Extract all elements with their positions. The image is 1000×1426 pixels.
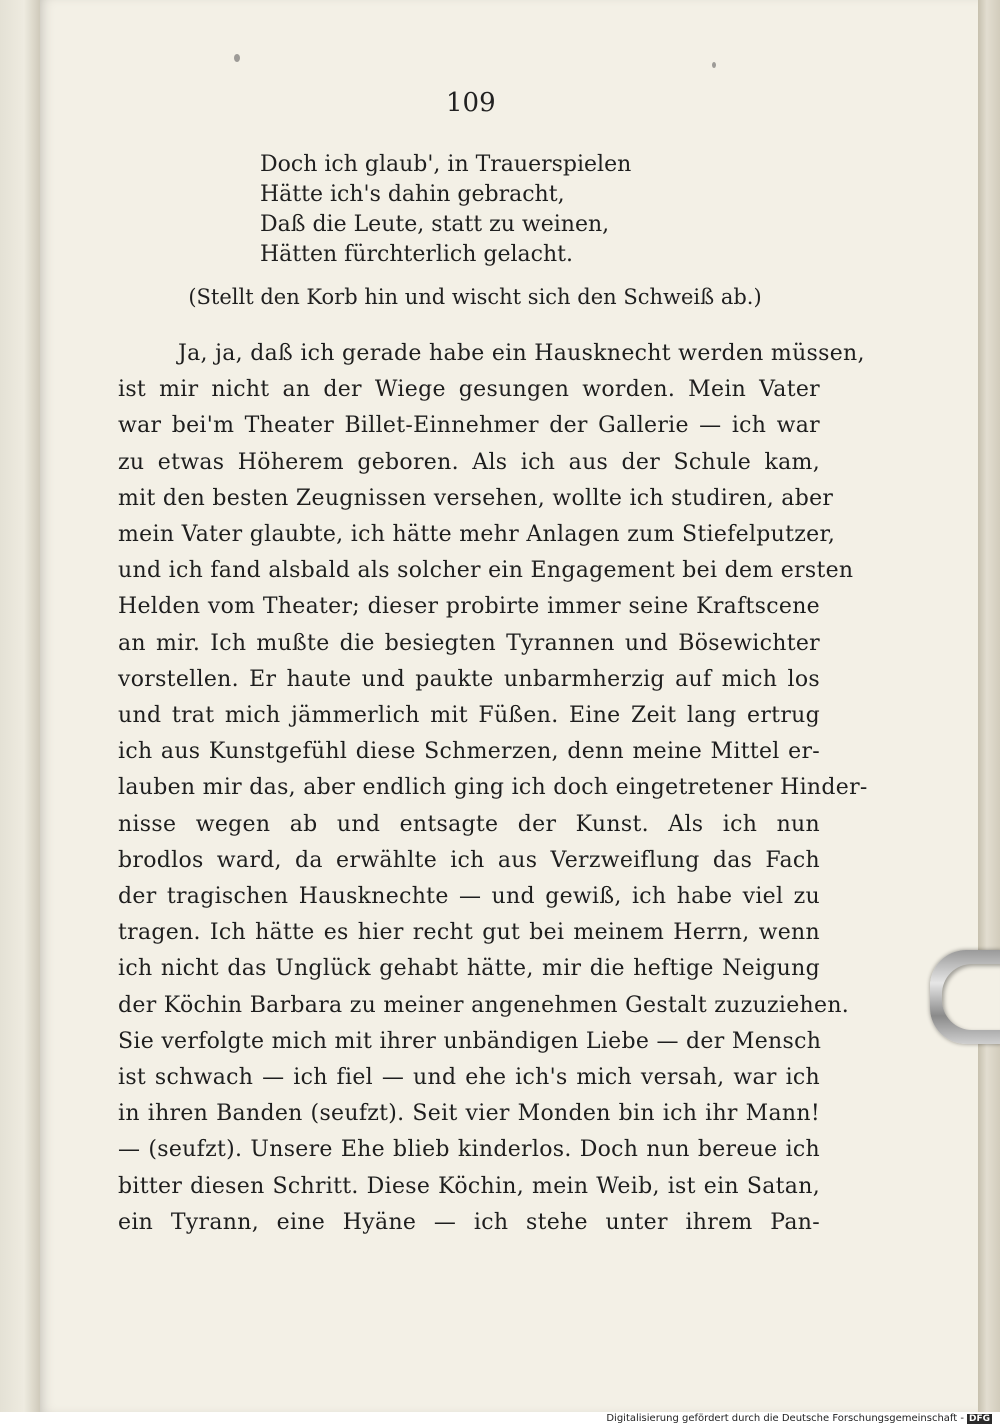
prose-line: ich aus Kunstgefühl diese Schmerzen, denn meine Mittel er-	[118, 739, 820, 765]
prose-line: der tragischen Hausknechte — und gewiß, ich habe viel zu	[118, 884, 820, 910]
prose-line: nisse wegen ab und entsagte der Kunst. Als ich nun	[118, 811, 820, 837]
verse-line: Daß die Leute, statt zu weinen,	[260, 212, 610, 237]
verse-line: Doch ich glaub', in Trauerspielen	[260, 152, 632, 177]
page-edge	[978, 0, 1000, 1412]
prose-line: ein Tyrann, eine Hyäne — ich stehe unter ihrem Pan-	[118, 1209, 820, 1235]
prose-line: — (seufzt). Unsere Ehe blieb kinderlos. Doch nun bereue ich	[118, 1137, 820, 1163]
prose-line: an mir. Ich mußte die besiegten Tyrannen und Bösewichter	[118, 630, 820, 656]
prose-line: ist mir nicht an der Wiege gesungen worden. Mein Vater	[118, 377, 820, 403]
page-clip-opening	[942, 964, 1000, 1030]
prose-line: war bei'm Theater Billet-Einnehmer der Gallerie — ich war	[118, 413, 820, 439]
prose-line: und trat mich jämmerlich mit Füßen. Eine Zeit lang ertrug	[118, 703, 820, 729]
prose-line: ich nicht das Unglück gehabt hätte, mir die heftige Neigung	[118, 956, 820, 982]
prose-line: brodlos ward, da erwählte ich aus Verzweiflung das Fach	[118, 847, 820, 873]
stage-direction: (Stellt den Korb hin und wischt sich den Schweiß ab.)	[188, 285, 762, 309]
page-number: 109	[446, 88, 496, 118]
prose-line: lauben mir das, aber endlich ging ich doch eingetretener Hinder-	[118, 775, 868, 801]
prose-line: ist schwach — ich fiel — und ehe ich's mich versah, war ich	[118, 1065, 820, 1091]
credit-text: Digitalisierung gefördert durch die Deutsche Forschungsgemeinschaft -	[606, 1413, 964, 1424]
prose-block	[118, 336, 868, 1241]
prose-line: bitter diesen Schritt. Diese Köchin, mein Weib, ist ein Satan,	[118, 1173, 820, 1199]
dfg-logo: DFG	[968, 1414, 990, 1424]
prose-line: in ihren Banden (seufzt). Seit vier Monden bin ich ihr Mann!	[118, 1101, 820, 1127]
prose-line: der Köchin Barbara zu meiner angenehmen Gestalt zuzuziehen.	[118, 992, 850, 1018]
ink-speck	[234, 54, 240, 62]
prose-line: Sie verfolgte mich mit ihrer unbändigen Liebe — der Mensch	[118, 1028, 822, 1054]
digitization-credit	[606, 1413, 992, 1424]
verse-line: Hätten fürchterlich gelacht.	[260, 242, 573, 267]
page-clip	[930, 950, 1000, 1044]
ink-speck	[712, 62, 716, 68]
prose-line: vorstellen. Er haute und paukte unbarmherzig auf mich los	[118, 666, 820, 692]
prose-line: zu etwas Höherem geboren. Als ich aus der Schule kam,	[118, 449, 820, 475]
prose-line: tragen. Ich hätte es hier recht gut bei meinem Herrn, wenn	[118, 920, 820, 946]
prose-line: und ich fand alsbald als solcher ein Engagement bei dem ersten	[118, 558, 854, 584]
prose-line: Ja, ja, daß ich gerade habe ein Hausknecht werden müssen,	[178, 341, 865, 366]
verse-line: Hätte ich's dahin gebracht,	[260, 182, 565, 207]
verse-block	[260, 150, 631, 270]
prose-line: Helden vom Theater; dieser probirte immer seine Kraftscene	[118, 594, 820, 620]
prose-line: mein Vater glaubte, ich hätte mehr Anlagen zum Stiefelputzer,	[118, 522, 836, 548]
prose-line: mit den besten Zeugnissen versehen, wollte ich studiren, aber	[118, 485, 834, 511]
facing-page-edge	[0, 0, 41, 1426]
